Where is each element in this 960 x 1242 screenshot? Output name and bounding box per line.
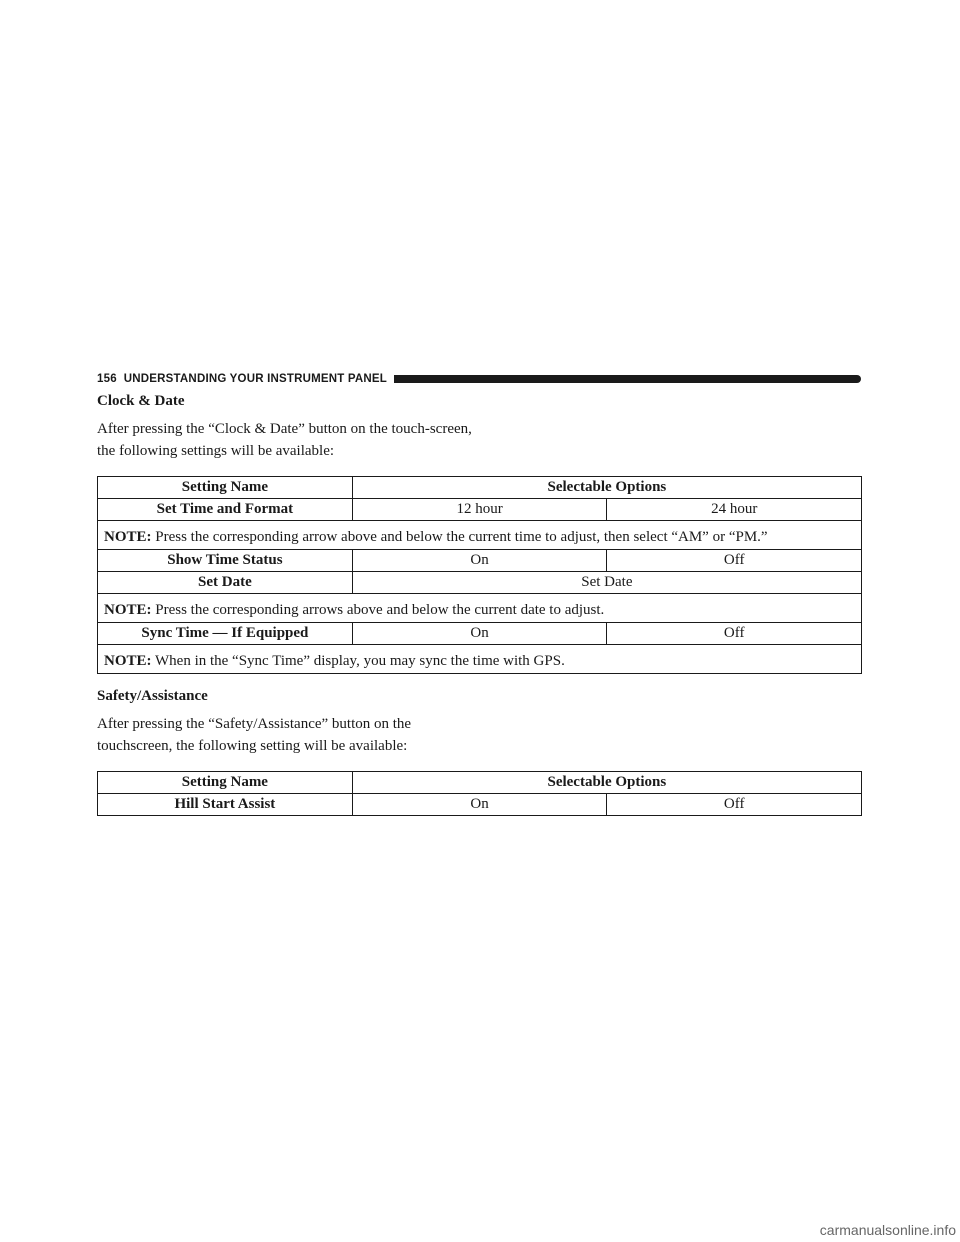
setting-name: Sync Time — If Equipped: [98, 623, 353, 645]
note-text: When in the “Sync Time” display, you may sync the time with GPS.: [155, 653, 565, 669]
option-value: 12 hour: [352, 499, 607, 521]
setting-name: Hill Start Assist: [98, 794, 353, 816]
setting-name-header: Setting Name: [98, 772, 353, 794]
note-cell: [98, 594, 862, 623]
setting-name-header: Setting Name: [98, 477, 353, 499]
setting-name: Set Date: [98, 572, 353, 594]
option-value: On: [352, 550, 607, 572]
clock-date-heading: Clock & Date: [97, 393, 185, 409]
selectable-options-header: Selectable Options: [352, 477, 861, 499]
note-label: NOTE:: [104, 529, 152, 545]
table-row: [98, 499, 862, 521]
table-row: [98, 572, 862, 594]
clock-date-intro: After pressing the “Clock & Date” button on the touch-screen, the following settings will be available:: [97, 421, 472, 459]
option-value: Set Date: [352, 572, 861, 594]
setting-name: Set Time and Format: [98, 499, 353, 521]
note-row: [98, 645, 862, 674]
option-value: On: [352, 794, 607, 816]
chapter-title: UNDERSTANDING YOUR INSTRUMENT PANEL: [123, 373, 387, 385]
option-value: 24 hour: [607, 499, 862, 521]
option-value: Off: [607, 794, 862, 816]
page-number: 156: [97, 373, 117, 385]
selectable-options-header: Selectable Options: [352, 772, 861, 794]
setting-name: Show Time Status: [98, 550, 353, 572]
note-label: NOTE:: [104, 653, 152, 669]
watermark: carmanualsonline.info: [819, 1222, 956, 1238]
clock-date-table: [97, 476, 862, 674]
table-header-row: [98, 772, 862, 794]
option-value: Off: [607, 623, 862, 645]
safety-assistance-table: [97, 771, 862, 816]
option-value: Off: [607, 550, 862, 572]
note-row: [98, 521, 862, 550]
note-cell: [98, 645, 862, 674]
header-rule: [394, 375, 861, 383]
note-label: NOTE:: [104, 602, 152, 618]
note-text: Press the corresponding arrow above and below the current time to adjust, then select “AM” or “PM.”: [155, 529, 768, 545]
page-header: [97, 371, 861, 387]
option-value: On: [352, 623, 607, 645]
note-text: Press the corresponding arrows above and below the current date to adjust.: [155, 602, 605, 618]
note-row: [98, 594, 862, 623]
table-row: [98, 623, 862, 645]
table-row: [98, 550, 862, 572]
table-header-row: [98, 477, 862, 499]
note-cell: [98, 521, 862, 550]
safety-assistance-heading: Safety/Assistance: [97, 688, 208, 704]
table-row: [98, 794, 862, 816]
safety-assistance-intro: After pressing the “Safety/Assistance” button on the touchscreen, the following setting will be available:: [97, 716, 412, 754]
